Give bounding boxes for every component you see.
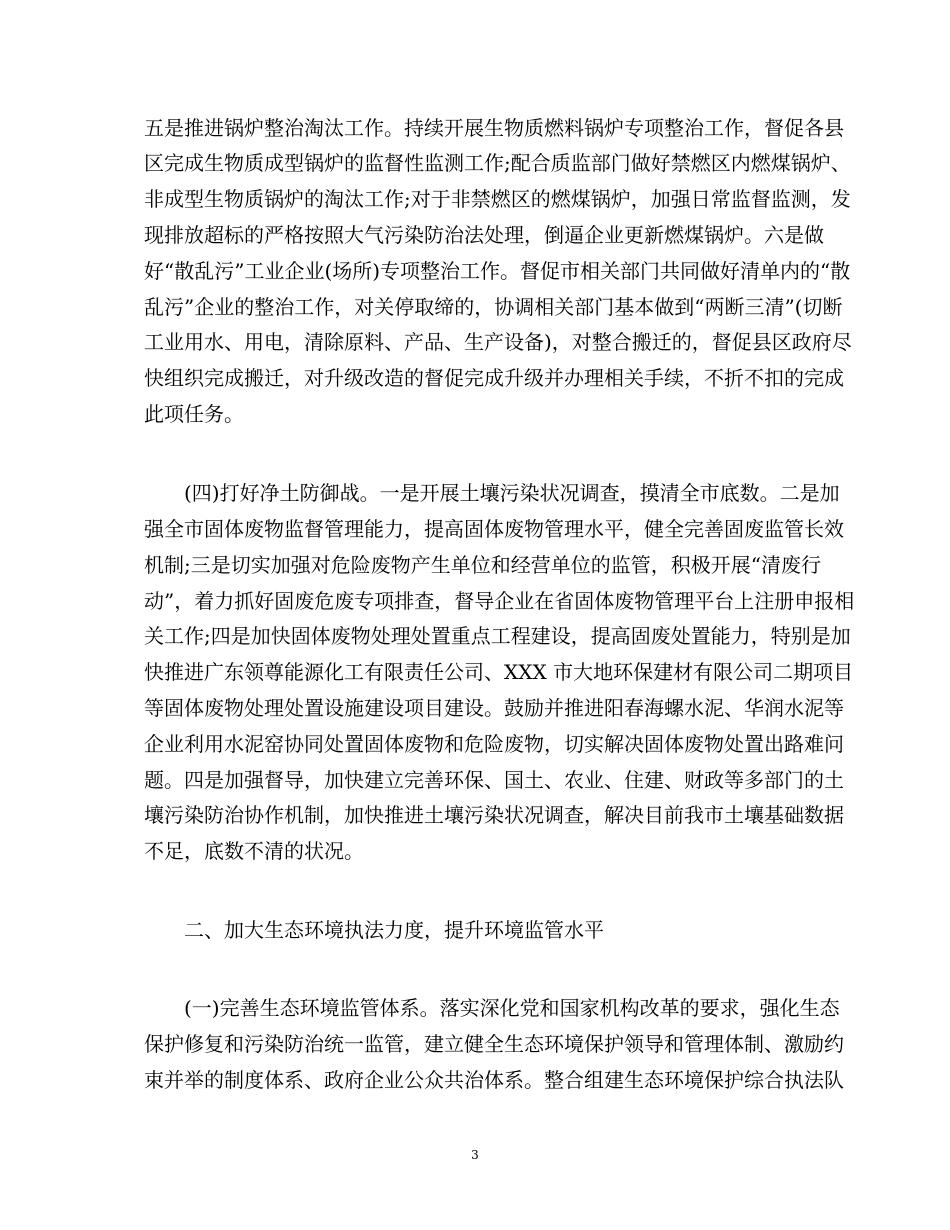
text-line: 乱污”企业的整治工作，对关停取缔的，协调相关部门基本做到“两断三清”(切断	[144, 295, 843, 319]
text-line: 题。四是加强督导，加快建立完善环保、国土、农业、住建、财政等多部门的土	[144, 768, 844, 792]
text-line: 五是推进锅炉整治淘汰工作。持续开展生物质燃料锅炉专项整治工作，督促各县	[144, 116, 844, 140]
text-line: (四)打好净土防御战。一是开展土壤污染状况调查，摸清全市底数。二是加	[184, 481, 840, 505]
text-line: 强全市固体废物监督管理能力，提高固体废物管理水平，健全完善固废监管长效	[144, 517, 844, 541]
text-line: 快组织完成搬迁，对升级改造的督促完成升级并办理相关手续，不折不扣的完成	[144, 366, 844, 390]
text-line: 区完成生物质成型锅炉的监督性监测工作;配合质监部门做好禁燃区内燃煤锅炉、	[144, 151, 851, 175]
text-line: 工业用水、用电，清除原料、产品、生产设备)，对整合搬迁的，督促县区政府尽	[144, 330, 852, 354]
text-line: 动”，着力抓好固废危废专项排查，督导企业在省固体废物管理平台上注册申报相	[144, 589, 855, 613]
text-line: 企业利用水泥窑协同处置固体废物和危险废物，切实解决固体废物处置出路难问	[144, 732, 844, 756]
text-line: 关工作;四是加快固体废物处理处置重点工程建设，提高固废处置能力，特别是加	[144, 624, 851, 648]
text-line: 保护修复和污染防治统一监管，建立健全生态环境保护领导和管理体制、激励约	[144, 1032, 844, 1056]
text-line: 好“散乱污”工业企业(场所)专项整治工作。督促市相关部门共同做好清单内的“散	[144, 259, 851, 283]
text-line: 非成型生物质锅炉的淘汰工作;对于非禁燃区的燃煤锅炉，加强日常监督监测，发	[144, 187, 851, 211]
text-line: 此项任务。	[144, 402, 244, 426]
text-line: 机制;三是切实加强对危险废物产生单位和经营单位的监管，积极开展“清废行	[144, 553, 821, 577]
section-heading: 二、加大生态环境执法力度，提升环境监管水平	[184, 918, 604, 942]
page-number: 3	[471, 1148, 479, 1162]
text-line: 不足，底数不清的状况。	[144, 839, 364, 863]
text-line: 等固体废物处理处置设施建设项目建设。鼓励并推进阳春海螺水泥、华润水泥等	[144, 696, 844, 720]
text-line: 快推进广东领尊能源化工有限责任公司、XXX 市大地环保建材有限公司二期项目	[144, 660, 854, 684]
text-line: (一)完善生态环境监管体系。落实深化党和国家机构改革的要求，强化生态	[184, 996, 840, 1020]
text-line: 束并举的制度体系、政府企业公众共治体系。整合组建生态环境保护综合执法队	[144, 1068, 844, 1092]
text-line: 现排放超标的严格按照大气污染防治法处理，倒逼企业更新燃煤锅炉。六是做	[144, 223, 824, 247]
text-line: 壤污染防治协作机制，加快推进土壤污染状况调查，解决目前我市土壤基础数据	[144, 803, 844, 827]
